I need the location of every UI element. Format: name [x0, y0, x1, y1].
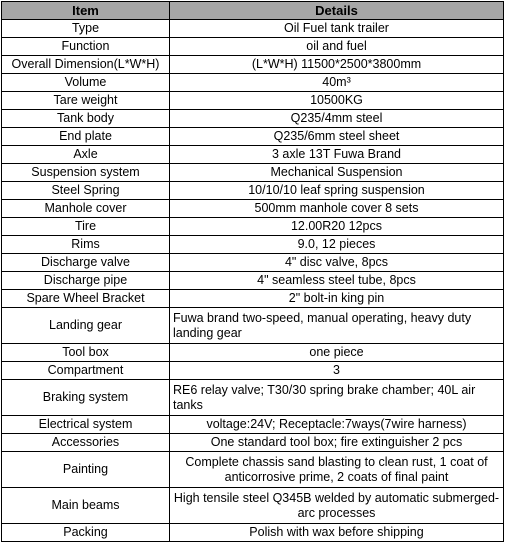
item-cell: Compartment — [2, 362, 170, 380]
details-cell: 40m³ — [170, 74, 504, 92]
item-cell: Electrical system — [2, 416, 170, 434]
table-row — [2, 452, 504, 488]
details-cell: 4" seamless steel tube, 8pcs — [170, 272, 504, 290]
table-row — [2, 218, 504, 236]
item-cell: Volume — [2, 74, 170, 92]
header-details: Details — [170, 2, 504, 20]
details-cell: oil and fuel — [170, 38, 504, 56]
item-cell: Suspension system — [2, 164, 170, 182]
item-cell: Tank body — [2, 110, 170, 128]
table-row — [2, 524, 504, 542]
item-cell: Discharge pipe — [2, 272, 170, 290]
details-cell: 9.0, 12 pieces — [170, 236, 504, 254]
details-cell: Oil Fuel tank trailer — [170, 20, 504, 38]
table-row — [2, 20, 504, 38]
details-cell: 12.00R20 12pcs — [170, 218, 504, 236]
spec-table — [1, 1, 504, 542]
details-cell: 4" disc valve, 8pcs — [170, 254, 504, 272]
item-cell: Axle — [2, 146, 170, 164]
details-cell: (L*W*H) 11500*2500*3800mm — [170, 56, 504, 74]
table-row — [2, 200, 504, 218]
table-row — [2, 308, 504, 344]
table-row — [2, 146, 504, 164]
details-cell: High tensile steel Q345B welded by automatic submerged-arc processes — [170, 488, 504, 524]
table-row — [2, 128, 504, 146]
details-cell: Polish with wax before shipping — [170, 524, 504, 542]
details-cell: Q235/6mm steel sheet — [170, 128, 504, 146]
details-cell: One standard tool box; fire extinguisher 2 pcs — [170, 434, 504, 452]
details-cell: Fuwa brand two-speed, manual operating, heavy duty landing gear — [170, 308, 504, 344]
table-row — [2, 182, 504, 200]
item-cell: Function — [2, 38, 170, 56]
table-row — [2, 110, 504, 128]
table-row — [2, 56, 504, 74]
item-cell: Steel Spring — [2, 182, 170, 200]
item-cell: Tire — [2, 218, 170, 236]
table-row — [2, 74, 504, 92]
table-row — [2, 254, 504, 272]
table-row — [2, 290, 504, 308]
details-cell: Q235/4mm steel — [170, 110, 504, 128]
item-cell: Spare Wheel Bracket — [2, 290, 170, 308]
table-row — [2, 488, 504, 524]
item-cell: End plate — [2, 128, 170, 146]
item-cell: Painting — [2, 452, 170, 488]
table-row — [2, 362, 504, 380]
item-cell: Main beams — [2, 488, 170, 524]
table-row — [2, 416, 504, 434]
item-cell: Tool box — [2, 344, 170, 362]
item-cell: Type — [2, 20, 170, 38]
item-cell: Accessories — [2, 434, 170, 452]
details-cell: 10500KG — [170, 92, 504, 110]
item-cell: Manhole cover — [2, 200, 170, 218]
table-row — [2, 434, 504, 452]
details-cell: 3 — [170, 362, 504, 380]
item-cell: Braking system — [2, 380, 170, 416]
table-row — [2, 38, 504, 56]
details-cell: 3 axle 13T Fuwa Brand — [170, 146, 504, 164]
details-cell: one piece — [170, 344, 504, 362]
details-cell: voltage:24V; Receptacle:7ways(7wire harness) — [170, 416, 504, 434]
item-cell: Tare weight — [2, 92, 170, 110]
details-cell: Complete chassis sand blasting to clean rust, 1 coat of anticorrosive prime, 2 coats of final paint — [170, 452, 504, 488]
item-cell: Overall Dimension(L*W*H) — [2, 56, 170, 74]
details-cell: RE6 relay valve; T30/30 spring brake chamber; 40L air tanks — [170, 380, 504, 416]
table-row — [2, 380, 504, 416]
table-row — [2, 272, 504, 290]
table-row — [2, 92, 504, 110]
details-cell: 500mm manhole cover 8 sets — [170, 200, 504, 218]
table-row — [2, 236, 504, 254]
header-row — [2, 2, 504, 20]
details-cell: Mechanical Suspension — [170, 164, 504, 182]
details-cell: 10/10/10 leaf spring suspension — [170, 182, 504, 200]
item-cell: Rims — [2, 236, 170, 254]
item-cell: Packing — [2, 524, 170, 542]
header-item: Item — [2, 2, 170, 20]
item-cell: Discharge valve — [2, 254, 170, 272]
item-cell: Landing gear — [2, 308, 170, 344]
table-row — [2, 344, 504, 362]
details-cell: 2" bolt-in king pin — [170, 290, 504, 308]
table-row — [2, 164, 504, 182]
